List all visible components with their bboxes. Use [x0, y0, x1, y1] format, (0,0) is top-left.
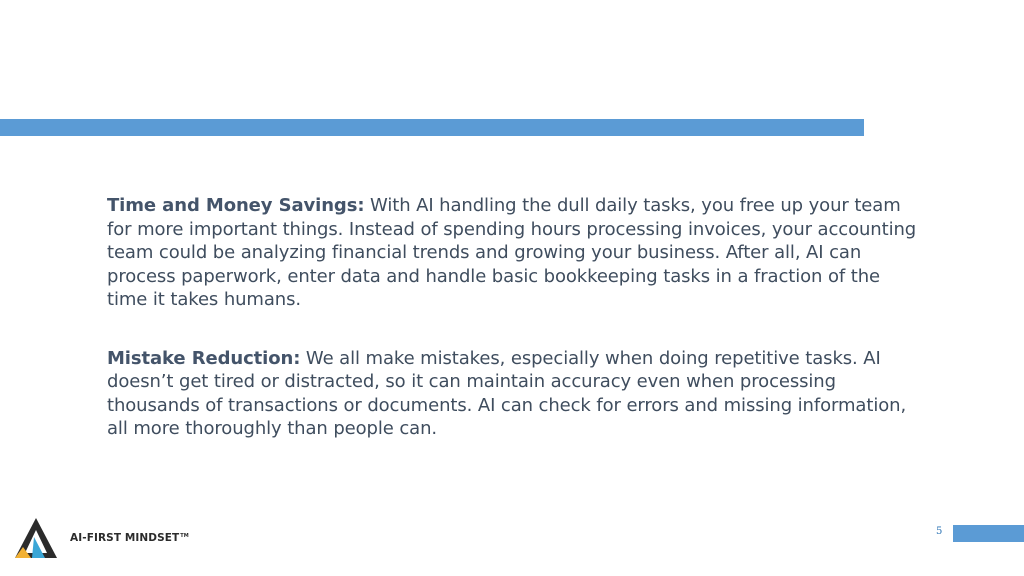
logo-name: AI-FIRST MINDSET [70, 532, 180, 544]
paragraph-heading: Time and Money Savings: [107, 195, 365, 216]
logo-trademark: TM [180, 533, 189, 539]
paragraph-heading: Mistake Reduction: [107, 347, 301, 369]
paragraph-mistake-reduction [107, 347, 919, 441]
top-accent-bar [0, 119, 864, 136]
company-logo [14, 517, 189, 559]
triangle-logo-icon [14, 517, 58, 559]
logo-wordmark [70, 532, 189, 544]
page-number: 5 [936, 526, 943, 537]
paragraph-text: We all make mistakes, especially when doing repetitive tasks. AI doesn’t get tired or distracted, so it can maintain accuracy even when processing thousands of transactions or documents. AI can check for errors and missing information, all more thoroughly than people can. [107, 347, 907, 439]
bottom-accent-bar [953, 525, 1024, 542]
paragraph-text: With AI handling the dull daily tasks, you free up your team for more important things. Instead of spending hours processing invoices, your accounting team could be analyzing financial trends and growing your business. After all, AI can process paperwork, enter data and handle basic bookkeeping tasks in a fraction of the time it takes humans. [107, 195, 917, 310]
paragraph-time-and-money-savings [107, 194, 919, 312]
slide-body [107, 194, 919, 441]
